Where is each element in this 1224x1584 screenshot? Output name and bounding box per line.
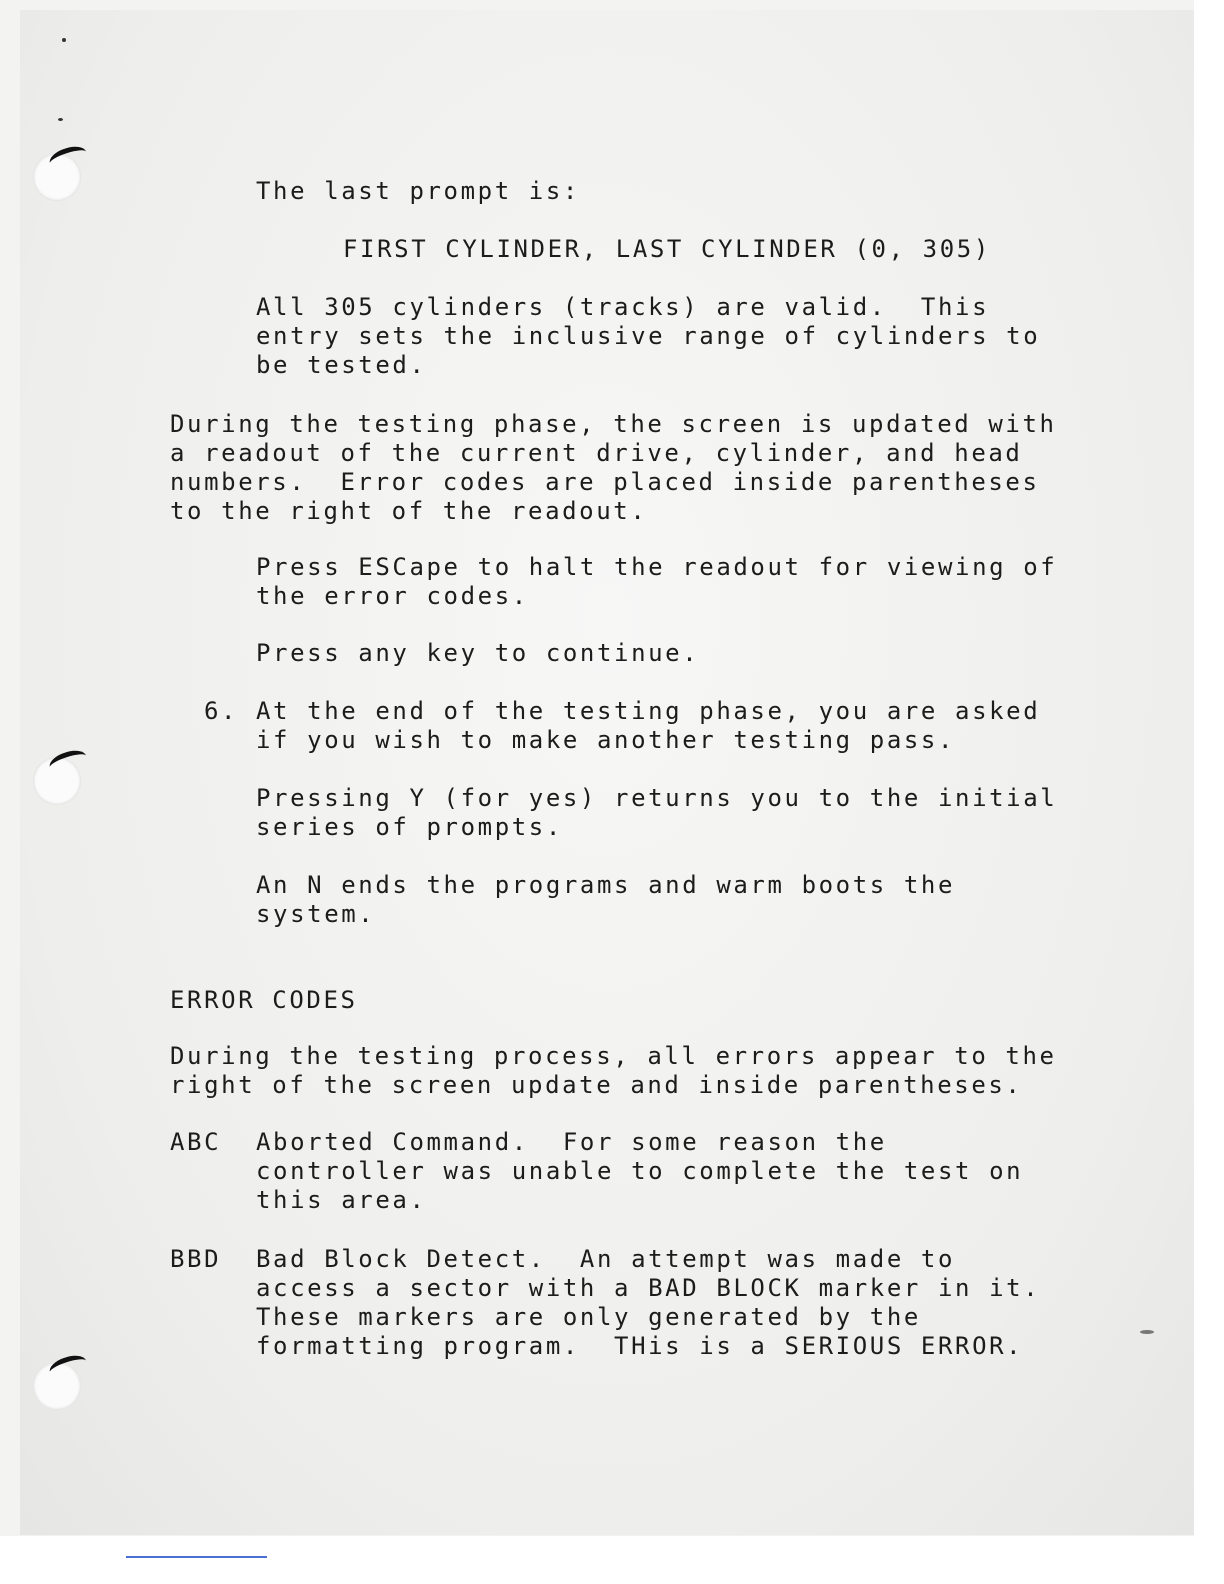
error-code-label: BBD	[170, 1245, 222, 1273]
cylinder-prompt: FIRST CYLINDER, LAST CYLINDER (0, 305)	[343, 235, 991, 263]
error-code-label: ABC	[170, 1128, 222, 1156]
section-heading: ERROR CODES	[170, 986, 358, 1014]
no-text-line: An N ends the programs and warm boots the	[256, 871, 956, 899]
link-underline	[126, 1556, 267, 1558]
error-code-line: Aborted Command. For some reason the	[256, 1128, 887, 1156]
scan-edge-right	[1194, 0, 1224, 1584]
error-code-line: These markers are only generated by the	[256, 1303, 921, 1331]
step6-line: At the end of the testing phase, you are asked	[256, 697, 1041, 725]
testing-text-line: to the right of the readout.	[170, 497, 648, 525]
yes-text-line: series of prompts.	[256, 813, 563, 841]
binder-hole-icon	[33, 757, 81, 805]
escape-text-line: Press ESCape to halt the readout for viewing of	[256, 553, 1058, 581]
yes-text-line: Pressing Y (for yes) returns you to the initial	[256, 784, 1058, 812]
intro-line: The last prompt is:	[256, 177, 580, 205]
scan-speck	[1140, 1330, 1154, 1334]
testing-text-line: During the testing phase, the screen is updated with	[170, 410, 1057, 438]
binder-hole-icon	[33, 153, 81, 201]
errors-intro-line: During the testing process, all errors appear to the	[170, 1042, 1057, 1070]
scan-edge-bottom	[0, 1536, 1224, 1584]
error-code-line: this area.	[256, 1186, 427, 1214]
errors-intro-line: right of the screen update and inside parentheses.	[170, 1071, 1023, 1099]
scan-speck	[62, 38, 66, 42]
testing-text-line: a readout of the current drive, cylinder, and head	[170, 439, 1023, 467]
valid-text-line: be tested.	[256, 351, 427, 379]
continue-text: Press any key to continue.	[256, 639, 700, 667]
valid-text-line: entry sets the inclusive range of cylinders to	[256, 322, 1041, 350]
no-text-line: system.	[256, 900, 376, 928]
error-code-line: access a sector with a BAD BLOCK marker in it.	[256, 1274, 1041, 1302]
step6-line: if you wish to make another testing pass.	[256, 726, 956, 754]
scan-speck	[58, 118, 63, 121]
escape-text-line: the error codes.	[256, 582, 529, 610]
error-code-line: Bad Block Detect. An attempt was made to	[256, 1245, 956, 1273]
error-code-line: formatting program. THis is a SERIOUS ERROR.	[256, 1332, 1024, 1360]
binder-hole-icon	[33, 1362, 81, 1410]
step-number: 6.	[204, 697, 239, 725]
error-code-line: controller was unable to complete the test on	[256, 1157, 1024, 1185]
valid-text-line: All 305 cylinders (tracks) are valid. This	[256, 293, 990, 321]
testing-text-line: numbers. Error codes are placed inside parentheses	[170, 468, 1040, 496]
